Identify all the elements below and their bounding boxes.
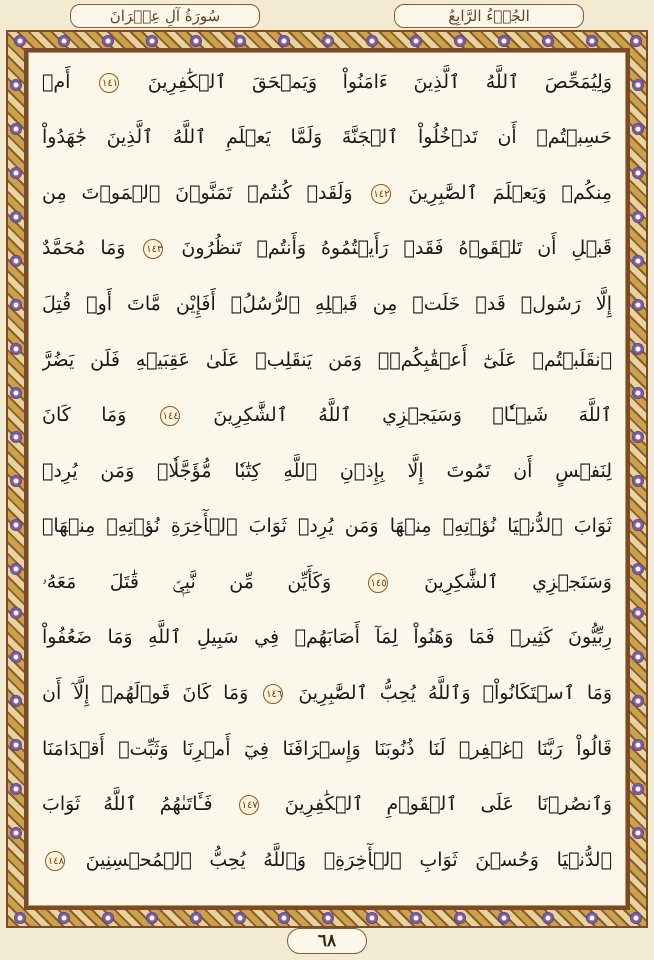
flower-ornament-icon [542,35,554,47]
line-text: لِنَفۡسٍ أَن تَمُوتَ إِلَّا بِإِذۡنِ ٱللَّهِ كِتَٰبٗا مُّؤَجَّلٗاۗ وَمَن يُرِدۡ [42,460,612,482]
flower-ornament-icon [632,211,644,223]
text-line [42,784,612,824]
flower-ornament-icon [632,387,644,399]
line-text: وَلِيُمَحِّصَ ٱللَّهُ ٱلَّذِينَ ءَامَنُواْ وَيَمۡحَقَ ٱلۡكَٰفِرِينَ [147,71,612,93]
line-text: وَٱنصُرۡنَا عَلَى ٱلۡقَوۡمِ ٱلۡكَٰفِرِينَ [284,793,612,815]
flower-ornament-icon [366,912,378,924]
ayah-end-marker: ١٤٨ [45,851,65,871]
ayah-end-marker: ١٤٣ [143,239,163,259]
flower-ornament-icon [146,35,158,47]
flower-ornament-icon [10,167,22,179]
line-text: قَالُواْ رَبَّنَا ٱغۡفِرۡ لَنَا ذُنُوبَنَا وَإِسۡرَافَنَا فِيٓ أَمۡرِنَا وَثَبِّتۡ أَقۡدَامَنَا [42,738,612,760]
flower-ornament-icon [366,35,378,47]
flower-ornament-icon [630,35,642,47]
flower-ornament-icon [10,343,22,355]
text-line [42,62,612,102]
flower-ornament-icon [14,912,26,924]
flower-ornament-icon [190,35,202,47]
flower-ornament-icon [10,387,22,399]
line-text: حَسِبۡتُمۡ أَن تَدۡخُلُواْ ٱلۡجَنَّةَ وَلَمَّا يَعۡلَمِ ٱللَّهُ ٱلَّذِينَ جَٰهَدُواْ [42,126,612,148]
flower-ornament-icon [322,35,334,47]
line-text: إِلَّا رَسُولٞ قَدۡ خَلَتۡ مِن قَبۡلِهِ ٱلرُّسُلُۚ أَفَإِيْن مَّاتَ أَوۡ قُتِلَ [42,293,612,315]
flower-ornament-icon [58,35,70,47]
text-line [42,117,612,157]
flower-ornament-icon [410,35,422,47]
text-line [42,617,612,657]
ayah-end-marker: ١٤١ [99,73,119,93]
line-text: ٱللَّهَ شَيۡـٔٗاۗ وَسَيَجۡزِي ٱللَّهُ ٱلشَّٰكِرِينَ [213,404,612,426]
line-text: مِنكُمۡ وَيَعۡلَمَ ٱلصَّٰبِرِينَ [408,182,612,204]
line-text: قَبۡلِ أَن تَلۡقَوۡهُ فَقَدۡ رَأَيۡتُمُوهُ وَأَنتُمۡ تَنظُرُونَ [181,237,612,259]
flower-ornament-icon [58,912,70,924]
line-tail: أَمۡ [42,71,71,93]
flower-ornament-icon [630,912,642,924]
flower-ornament-icon [146,912,158,924]
flower-ornament-icon [454,35,466,47]
line-tail: وَمَا مُحَمَّدٌ [42,237,126,259]
flower-ornament-icon [632,343,644,355]
line-tail: وَلَقَدۡ كُنتُمۡ تَمَنَّوۡنَ ٱلۡمَوۡتَ مِن [42,182,353,204]
flower-ornament-icon [632,255,644,267]
flower-ornament-icon [498,912,510,924]
flower-ornament-icon [10,79,22,91]
ayah-end-marker: ١٤٤ [160,406,180,426]
flower-ornament-icon [10,123,22,135]
text-line [42,840,612,880]
line-text: ٱنقَلَبۡتُمۡ عَلَىٰٓ أَعۡقَٰبِكُمۡۚ وَمَن يَنقَلِبۡ عَلَىٰ عَقِبَيۡهِ فَلَن يَضُرَّ [42,349,612,371]
text-line [42,340,612,380]
flower-ornament-icon [10,651,22,663]
flower-ornament-icon [102,912,114,924]
flower-ornament-icon [632,299,644,311]
line-tail: وَكَأَيِّن مِّن نَّبِيّٖ قَٰتَلَ مَعَهُۥ [42,571,332,593]
line-tail: وَمَا كَانَ قَوۡلَهُمۡ إِلَّآ أَن [42,682,249,704]
flower-ornament-icon [632,783,644,795]
ayah-end-marker: ١٤٢ [371,184,391,204]
line-tail: فَـَٔاتَىٰهُمُ ٱللَّهُ ثَوَابَ [42,793,213,815]
text-line [42,395,612,435]
flower-ornament-icon [454,912,466,924]
flower-ornament-icon [632,167,644,179]
flower-ornament-icon [632,519,644,531]
flower-ornament-icon [10,519,22,531]
flower-ornament-icon [10,695,22,707]
flower-ornament-icon [10,475,22,487]
text-line [42,506,612,546]
flower-ornament-icon [10,299,22,311]
surah-title: سُورَةُ آلِ عِمۡرَانَ [70,4,260,28]
flower-ornament-icon [498,35,510,47]
flower-ornament-icon [278,35,290,47]
juz-title: الجُزۡءُ الرَّابِعُ [394,4,584,28]
flower-ornament-icon [234,912,246,924]
flower-ornament-icon [10,431,22,443]
flower-ornament-icon [10,255,22,267]
flower-ornament-icon [632,79,644,91]
flower-ornament-icon [10,739,22,751]
flower-ornament-icon [586,912,598,924]
flower-ornament-icon [632,563,644,575]
flower-ornament-icon [10,563,22,575]
flower-ornament-icon [234,35,246,47]
flower-ornament-icon [632,695,644,707]
flower-ornament-icon [278,912,290,924]
flower-ornament-icon [632,475,644,487]
line-text: ٱلدُّنۡيَا وَحُسۡنَ ثَوَابِ ٱلۡأٓخِرَةِۗ وَٱللَّهُ يُحِبُّ ٱلۡمُحۡسِنِينَ [85,849,612,871]
flower-ornament-icon [410,912,422,924]
text-line [42,173,612,213]
text-line [42,729,612,769]
flower-ornament-icon [632,123,644,135]
flower-ornament-icon [632,739,644,751]
flower-ornament-icon [14,35,26,47]
flower-ornament-icon [10,827,22,839]
flower-ornament-icon [190,912,202,924]
flower-ornament-icon [322,912,334,924]
flower-ornament-icon [542,912,554,924]
line-text: ثَوَابَ ٱلدُّنۡيَا نُؤۡتِهِۦ مِنۡهَا وَمَن يُرِدۡ ثَوَابَ ٱلۡأٓخِرَةِ نُؤۡتِهِۦ مِنۡهَاۚ [42,515,612,537]
flower-ornament-icon [586,35,598,47]
flower-ornament-icon [632,431,644,443]
flower-ornament-icon [102,35,114,47]
page-header [0,0,654,30]
text-line [42,451,612,491]
text-line [42,673,612,713]
line-tail: وَمَا كَانَ [42,404,127,426]
ayah-end-marker: ١٤٦ [263,684,283,704]
flower-ornament-icon [10,211,22,223]
flower-ornament-icon [632,827,644,839]
line-text: وَسَنَجۡزِي ٱلشَّٰكِرِينَ [424,571,612,593]
ayah-end-marker: ١٤٧ [239,795,259,815]
flower-ornament-icon [632,651,644,663]
ayah-end-marker: ١٤٥ [368,573,388,593]
flower-ornament-icon [10,783,22,795]
line-text: وَمَا ٱسۡتَكَانُواْۗ وَٱللَّهُ يُحِبُّ ٱلصَّٰبِرِينَ [298,682,612,704]
text-line [42,562,612,602]
text-line [42,228,612,268]
flower-ornament-icon [10,607,22,619]
page-number: ٦٨ [287,928,367,954]
text-line [42,284,612,324]
flower-ornament-icon [632,607,644,619]
line-text: رِبِّيُّونَ كَثِيرٞ فَمَا وَهَنُواْ لِمَآ أَصَابَهُمۡ فِي سَبِيلِ ٱللَّهِ وَمَا ضَعُفُواْ [42,626,612,648]
